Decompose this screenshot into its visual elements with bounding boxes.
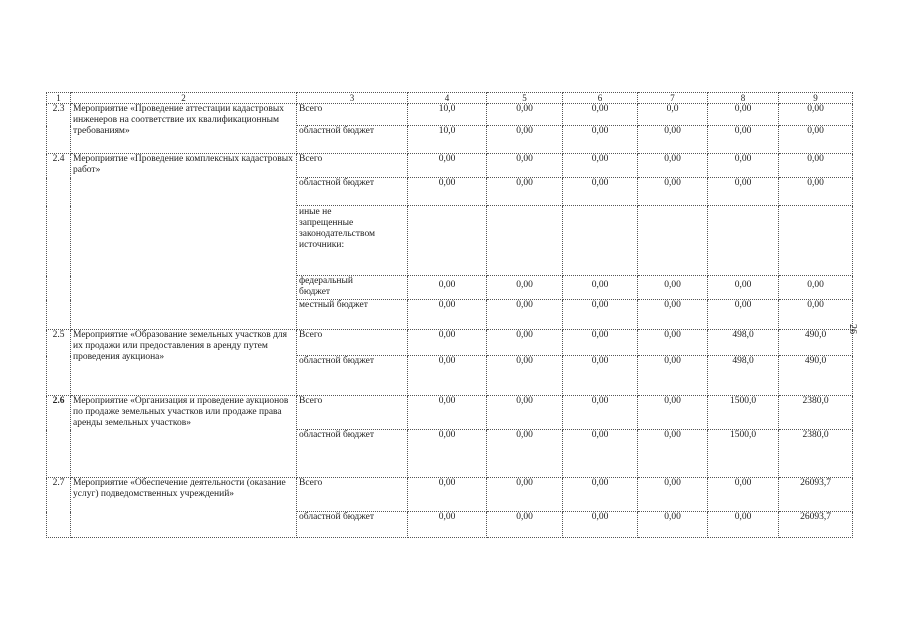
table-row — [47, 330, 853, 356]
value-cell: 0,00 — [487, 126, 563, 154]
value-cell: 0,00 — [638, 356, 708, 396]
header-cell: 2 — [71, 93, 297, 104]
activity-name: Мероприятие «Проведение комплексных кадастровых работ» — [71, 154, 297, 330]
row-number: 2.4 — [47, 154, 71, 330]
value-cell: 26093,7 — [779, 512, 853, 538]
value-cell — [487, 206, 563, 276]
table-row — [47, 104, 853, 126]
value-cell: 0,00 — [638, 154, 708, 178]
value-cell: 0,00 — [408, 330, 487, 356]
value-cell: 2380,0 — [779, 430, 853, 478]
value-cell: 0,00 — [487, 512, 563, 538]
budget-table — [46, 92, 853, 538]
value-cell: 0,00 — [779, 276, 853, 300]
value-cell: 0,00 — [563, 330, 638, 356]
activity-name: Мероприятие «Организация и проведение аукционов по продаже земельных участков или продаже права аренды земельных участков» — [71, 396, 297, 478]
value-cell: 0,00 — [708, 154, 779, 178]
value-cell: 0,00 — [487, 356, 563, 396]
row-number: 2.5 — [47, 330, 71, 396]
value-cell: 0,00 — [779, 178, 853, 206]
value-cell: 26093,7 — [779, 478, 853, 512]
row-number: 2.3 — [47, 104, 71, 154]
header-cell: 3 — [297, 93, 408, 104]
activity-name: Мероприятие «Обеспечение деятельности (оказание услуг) подведомственных учреждений» — [71, 478, 297, 538]
value-cell: 0,00 — [638, 430, 708, 478]
header-cell: 1 — [47, 93, 71, 104]
value-cell — [638, 206, 708, 276]
value-cell: 0,00 — [408, 300, 487, 330]
header-cell: 7 — [638, 93, 708, 104]
header-cell: 5 — [487, 93, 563, 104]
value-cell: 10,0 — [408, 104, 487, 126]
value-cell: 0,00 — [638, 300, 708, 330]
funding-source: Всего — [297, 478, 408, 512]
value-cell: 10,0 — [408, 126, 487, 154]
value-cell: 0,00 — [487, 104, 563, 126]
value-cell: 0,00 — [779, 300, 853, 330]
funding-source: Всего — [297, 396, 408, 430]
value-cell — [779, 206, 853, 276]
value-cell: 0,00 — [779, 104, 853, 126]
header-cell: 4 — [408, 93, 487, 104]
row-number: 2.6 — [47, 396, 71, 478]
value-cell: 0,00 — [487, 330, 563, 356]
activity-name: Мероприятие «Проведение аттестации кадастровых инженеров на соответствие их квалификационным требованиям» — [71, 104, 297, 154]
value-cell: 490,0 — [779, 330, 853, 356]
funding-source: областной бюджет — [297, 126, 408, 154]
value-cell: 0,00 — [563, 478, 638, 512]
funding-source: областной бюджет — [297, 430, 408, 478]
value-cell: 0,00 — [708, 300, 779, 330]
value-cell: 0,00 — [563, 126, 638, 154]
value-cell: 0,00 — [487, 178, 563, 206]
value-cell: 0,00 — [638, 330, 708, 356]
value-cell: 0,00 — [408, 430, 487, 478]
table-row — [47, 154, 853, 178]
value-cell: 0,00 — [487, 300, 563, 330]
value-cell: 0,00 — [563, 104, 638, 126]
value-cell: 0,0 — [638, 104, 708, 126]
value-cell: 0,00 — [708, 276, 779, 300]
value-cell — [563, 206, 638, 276]
table-row — [47, 478, 853, 512]
value-cell: 0,00 — [638, 126, 708, 154]
value-cell: 498,0 — [708, 356, 779, 396]
header-cell: 6 — [563, 93, 638, 104]
value-cell: 0,00 — [779, 126, 853, 154]
value-cell: 490,0 — [779, 356, 853, 396]
funding-source: областной бюджет — [297, 178, 408, 206]
page-number: 26 — [847, 324, 858, 334]
value-cell: 0,00 — [708, 478, 779, 512]
value-cell: 0,00 — [487, 276, 563, 300]
table-row — [47, 396, 853, 430]
value-cell: 0,00 — [408, 178, 487, 206]
funding-source: Всего — [297, 330, 408, 356]
funding-source: федеральный бюджет — [297, 276, 408, 300]
value-cell: 0,00 — [487, 478, 563, 512]
value-cell: 0,00 — [487, 430, 563, 478]
value-cell: 0,00 — [563, 356, 638, 396]
value-cell: 0,00 — [408, 478, 487, 512]
header-row — [47, 93, 853, 104]
funding-source: Всего — [297, 104, 408, 126]
value-cell: 0,00 — [487, 154, 563, 178]
funding-source: областной бюджет — [297, 512, 408, 538]
value-cell — [408, 206, 487, 276]
value-cell: 0,00 — [708, 104, 779, 126]
value-cell: 0,00 — [708, 178, 779, 206]
value-cell: 2380,0 — [779, 396, 853, 430]
value-cell: 0,00 — [708, 512, 779, 538]
funding-source: местный бюджет — [297, 300, 408, 330]
value-cell: 0,00 — [638, 512, 708, 538]
value-cell: 0,00 — [563, 154, 638, 178]
value-cell: 0,00 — [487, 396, 563, 430]
value-cell: 0,00 — [408, 512, 487, 538]
value-cell — [708, 206, 779, 276]
value-cell: 1500,0 — [708, 430, 779, 478]
value-cell: 0,00 — [408, 356, 487, 396]
value-cell: 0,00 — [563, 396, 638, 430]
row-number: 2.7 — [47, 478, 71, 538]
value-cell: 0,00 — [563, 430, 638, 478]
value-cell: 0,00 — [563, 276, 638, 300]
value-cell: 0,00 — [563, 512, 638, 538]
header-cell: 8 — [708, 93, 779, 104]
value-cell: 0,00 — [638, 276, 708, 300]
value-cell: 0,00 — [408, 276, 487, 300]
value-cell: 1500,0 — [708, 396, 779, 430]
value-cell: 0,00 — [638, 396, 708, 430]
value-cell: 0,00 — [563, 300, 638, 330]
value-cell: 0,00 — [563, 178, 638, 206]
funding-source: областной бюджет — [297, 356, 408, 396]
value-cell: 0,00 — [408, 154, 487, 178]
activity-name: Мероприятие «Образование земельных участков для их продажи или предоставления в аренду путем проведения аукциона» — [71, 330, 297, 396]
value-cell: 0,00 — [638, 178, 708, 206]
funding-source: Всего — [297, 154, 408, 178]
value-cell: 0,00 — [638, 478, 708, 512]
value-cell: 0,00 — [408, 396, 487, 430]
value-cell: 0,00 — [708, 126, 779, 154]
value-cell: 498,0 — [708, 330, 779, 356]
funding-source: иные не запрещенные законодательством источники: — [297, 206, 408, 276]
header-cell: 9 — [779, 93, 853, 104]
value-cell: 0,00 — [779, 154, 853, 178]
